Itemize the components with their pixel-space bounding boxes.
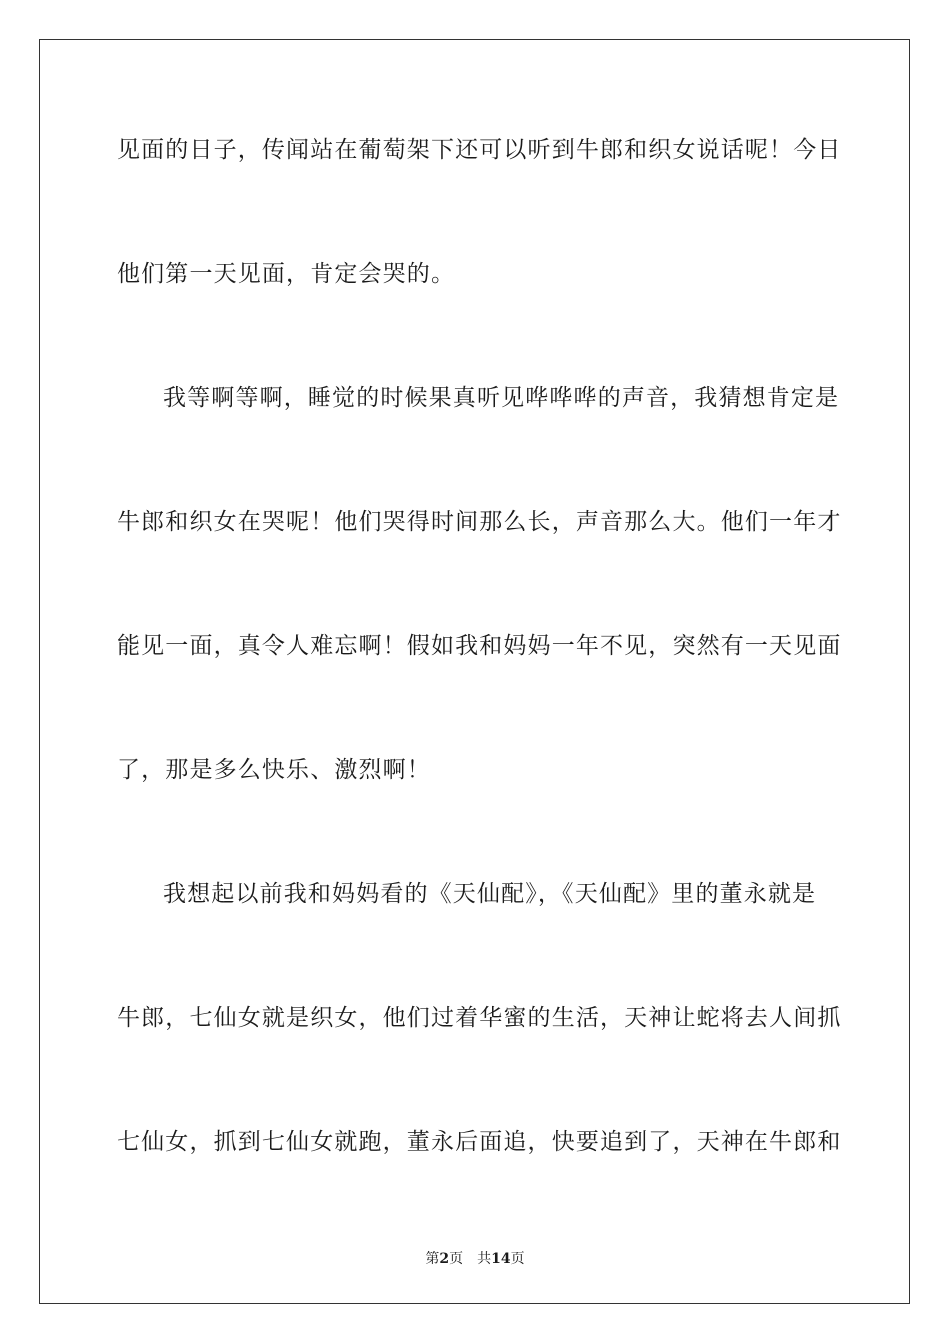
text-line: 我想起以前我和妈妈看的《天仙配》，《天仙配》里的董永就是: [163, 881, 817, 907]
total-prefix: 共: [477, 1251, 492, 1267]
page-prefix: 第: [425, 1251, 440, 1267]
text-line: 能见一面，真令人难忘啊！假如我和妈妈一年不见，突然有一天见面: [117, 633, 842, 659]
page-footer: [0, 1248, 950, 1268]
page-number: 2: [439, 1251, 450, 1267]
page-suffix: 页: [449, 1251, 464, 1267]
page-border: [39, 39, 910, 1304]
total-suffix: 页: [510, 1251, 525, 1267]
total-pages: 14: [491, 1251, 511, 1267]
text-line: 他们第一天见面，肯定会哭的。: [117, 261, 456, 287]
text-line: 牛郎和织女在哭呢！他们哭得时间那么长，声音那么大。他们一年才: [117, 509, 842, 535]
text-line: 见面的日子，传闻站在葡萄架下还可以听到牛郎和织女说话呢！今日: [117, 137, 842, 163]
text-line: 牛郎，七仙女就是织女，他们过着华蜜的生活，天神让蛇将去人间抓: [117, 1005, 842, 1031]
text-line: 了，那是多么快乐、激烈啊！: [117, 757, 431, 783]
text-line: 我等啊等啊，睡觉的时候果真听见哗哗哗的声音，我猜想肯定是: [163, 385, 840, 411]
text-line: 七仙女，抓到七仙女就跑，董永后面追，快要追到了，天神在牛郎和: [117, 1129, 842, 1155]
